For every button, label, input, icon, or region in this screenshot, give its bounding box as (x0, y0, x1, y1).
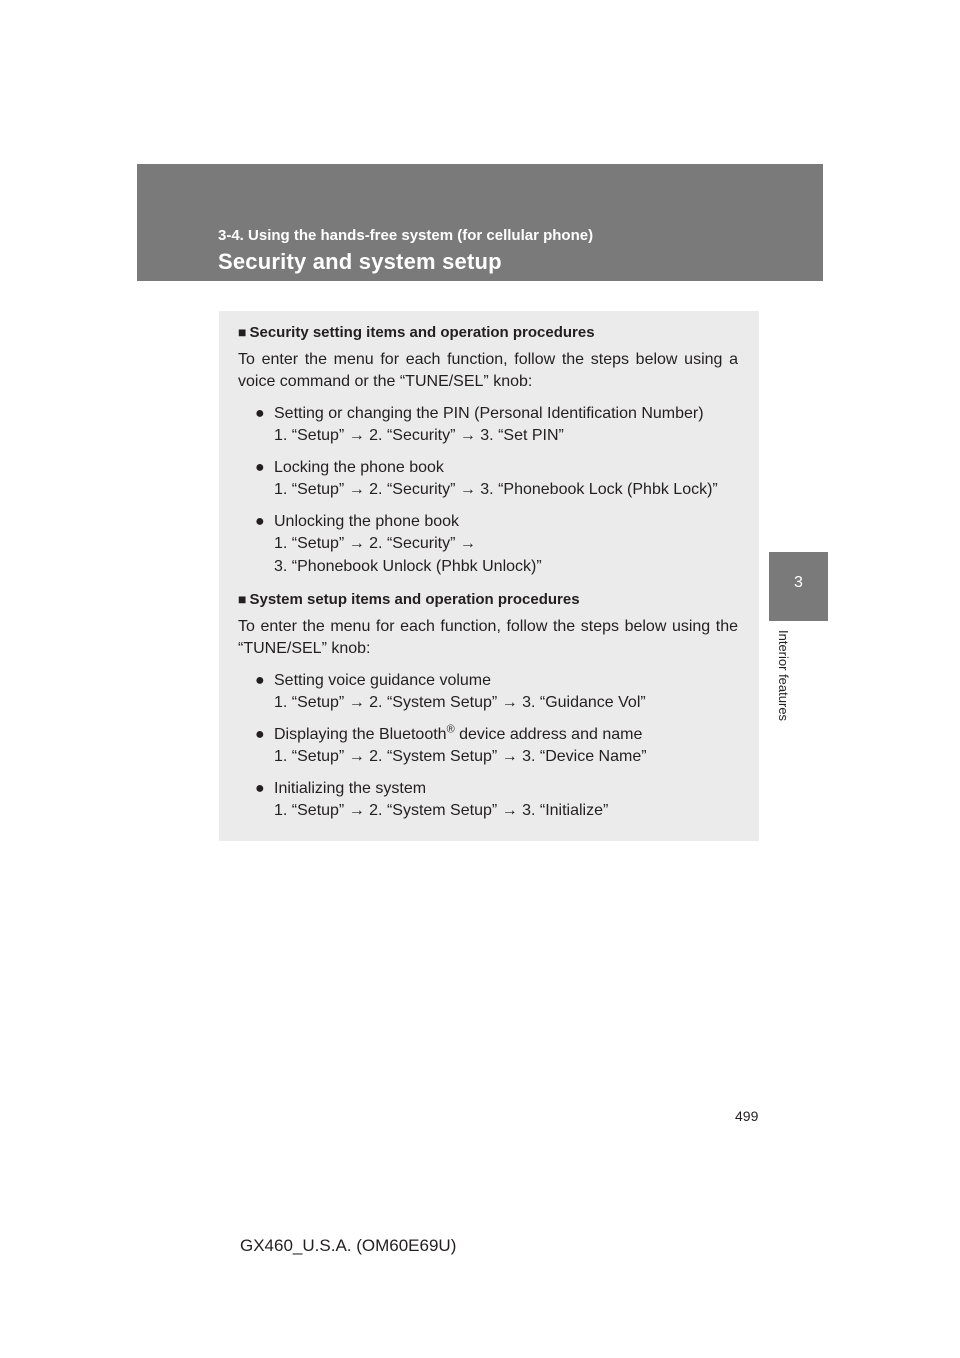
document-code: GX460_U.S.A. (OM60E69U) (240, 1236, 457, 1255)
item-title: Setting voice guidance volume (274, 671, 492, 689)
chapter-number: 3 (794, 574, 803, 591)
round-bullet-icon: ● (255, 671, 265, 689)
round-bullet-icon: ● (255, 725, 265, 743)
chapter-name: Interior features (776, 630, 791, 722)
page-title: Security and system setup (218, 249, 502, 274)
system-intro: To enter the menu for each function, follow the steps below using the “TUNE/SEL” knob: (238, 617, 738, 657)
page-number: 499 (735, 1108, 759, 1124)
item-title: Initializing the system (274, 779, 427, 797)
item-step: 1. “Setup” → 2. “System Setup” → 3. “Device Name” (274, 748, 647, 765)
item-step: 1. “Setup” → 2. “System Setup” → 3. “Guidance Vol” (274, 694, 646, 711)
section-label: 3-4. Using the hands-free system (for cellular phone) (218, 227, 594, 244)
item-title-rest: device address and name (454, 725, 643, 743)
item-title: Locking the phone book (274, 458, 444, 476)
item-step-continued: 3. “Phonebook Unlock (Phbk Unlock)” (274, 557, 542, 575)
item-title: Setting or changing the PIN (Personal Identification Number) (274, 404, 704, 422)
list-item (255, 670, 738, 715)
system-heading-text: System setup items and operation procedures (249, 591, 580, 608)
list-item (255, 724, 738, 769)
square-bullet-icon: ■ (238, 324, 247, 340)
security-heading (238, 321, 738, 345)
security-intro: To enter the menu for each function, follow the steps below using a voice command or the “TUNE/SEL” knob: (238, 350, 738, 390)
item-step: 1. “Setup” → 2. “Security” → 3. “Phonebook Lock (Phbk Lock)” (274, 481, 718, 498)
item-step: 1. “Setup” → 2. “Security” → (274, 535, 476, 552)
chapter-tab (769, 552, 828, 621)
info-content (238, 321, 738, 823)
item-step: 1. “Setup” → 2. “Security” → 3. “Set PIN” (274, 427, 564, 444)
security-heading-text: Security setting items and operation procedures (249, 324, 595, 341)
item-title: Displaying the Bluetooth (274, 725, 447, 743)
system-heading (238, 588, 738, 612)
list-item (255, 511, 738, 579)
item-step: 1. “Setup” → 2. “System Setup” → 3. “Initialize” (274, 802, 609, 819)
item-title: Unlocking the phone book (274, 512, 460, 530)
list-item (255, 403, 738, 448)
round-bullet-icon: ● (255, 512, 265, 530)
round-bullet-icon: ● (255, 404, 265, 422)
round-bullet-icon: ● (255, 779, 265, 797)
info-box (219, 311, 759, 841)
registered-mark: ® (446, 723, 455, 736)
list-item (255, 457, 738, 502)
round-bullet-icon: ● (255, 458, 265, 476)
square-bullet-icon: ■ (238, 591, 247, 607)
list-item (255, 778, 738, 823)
